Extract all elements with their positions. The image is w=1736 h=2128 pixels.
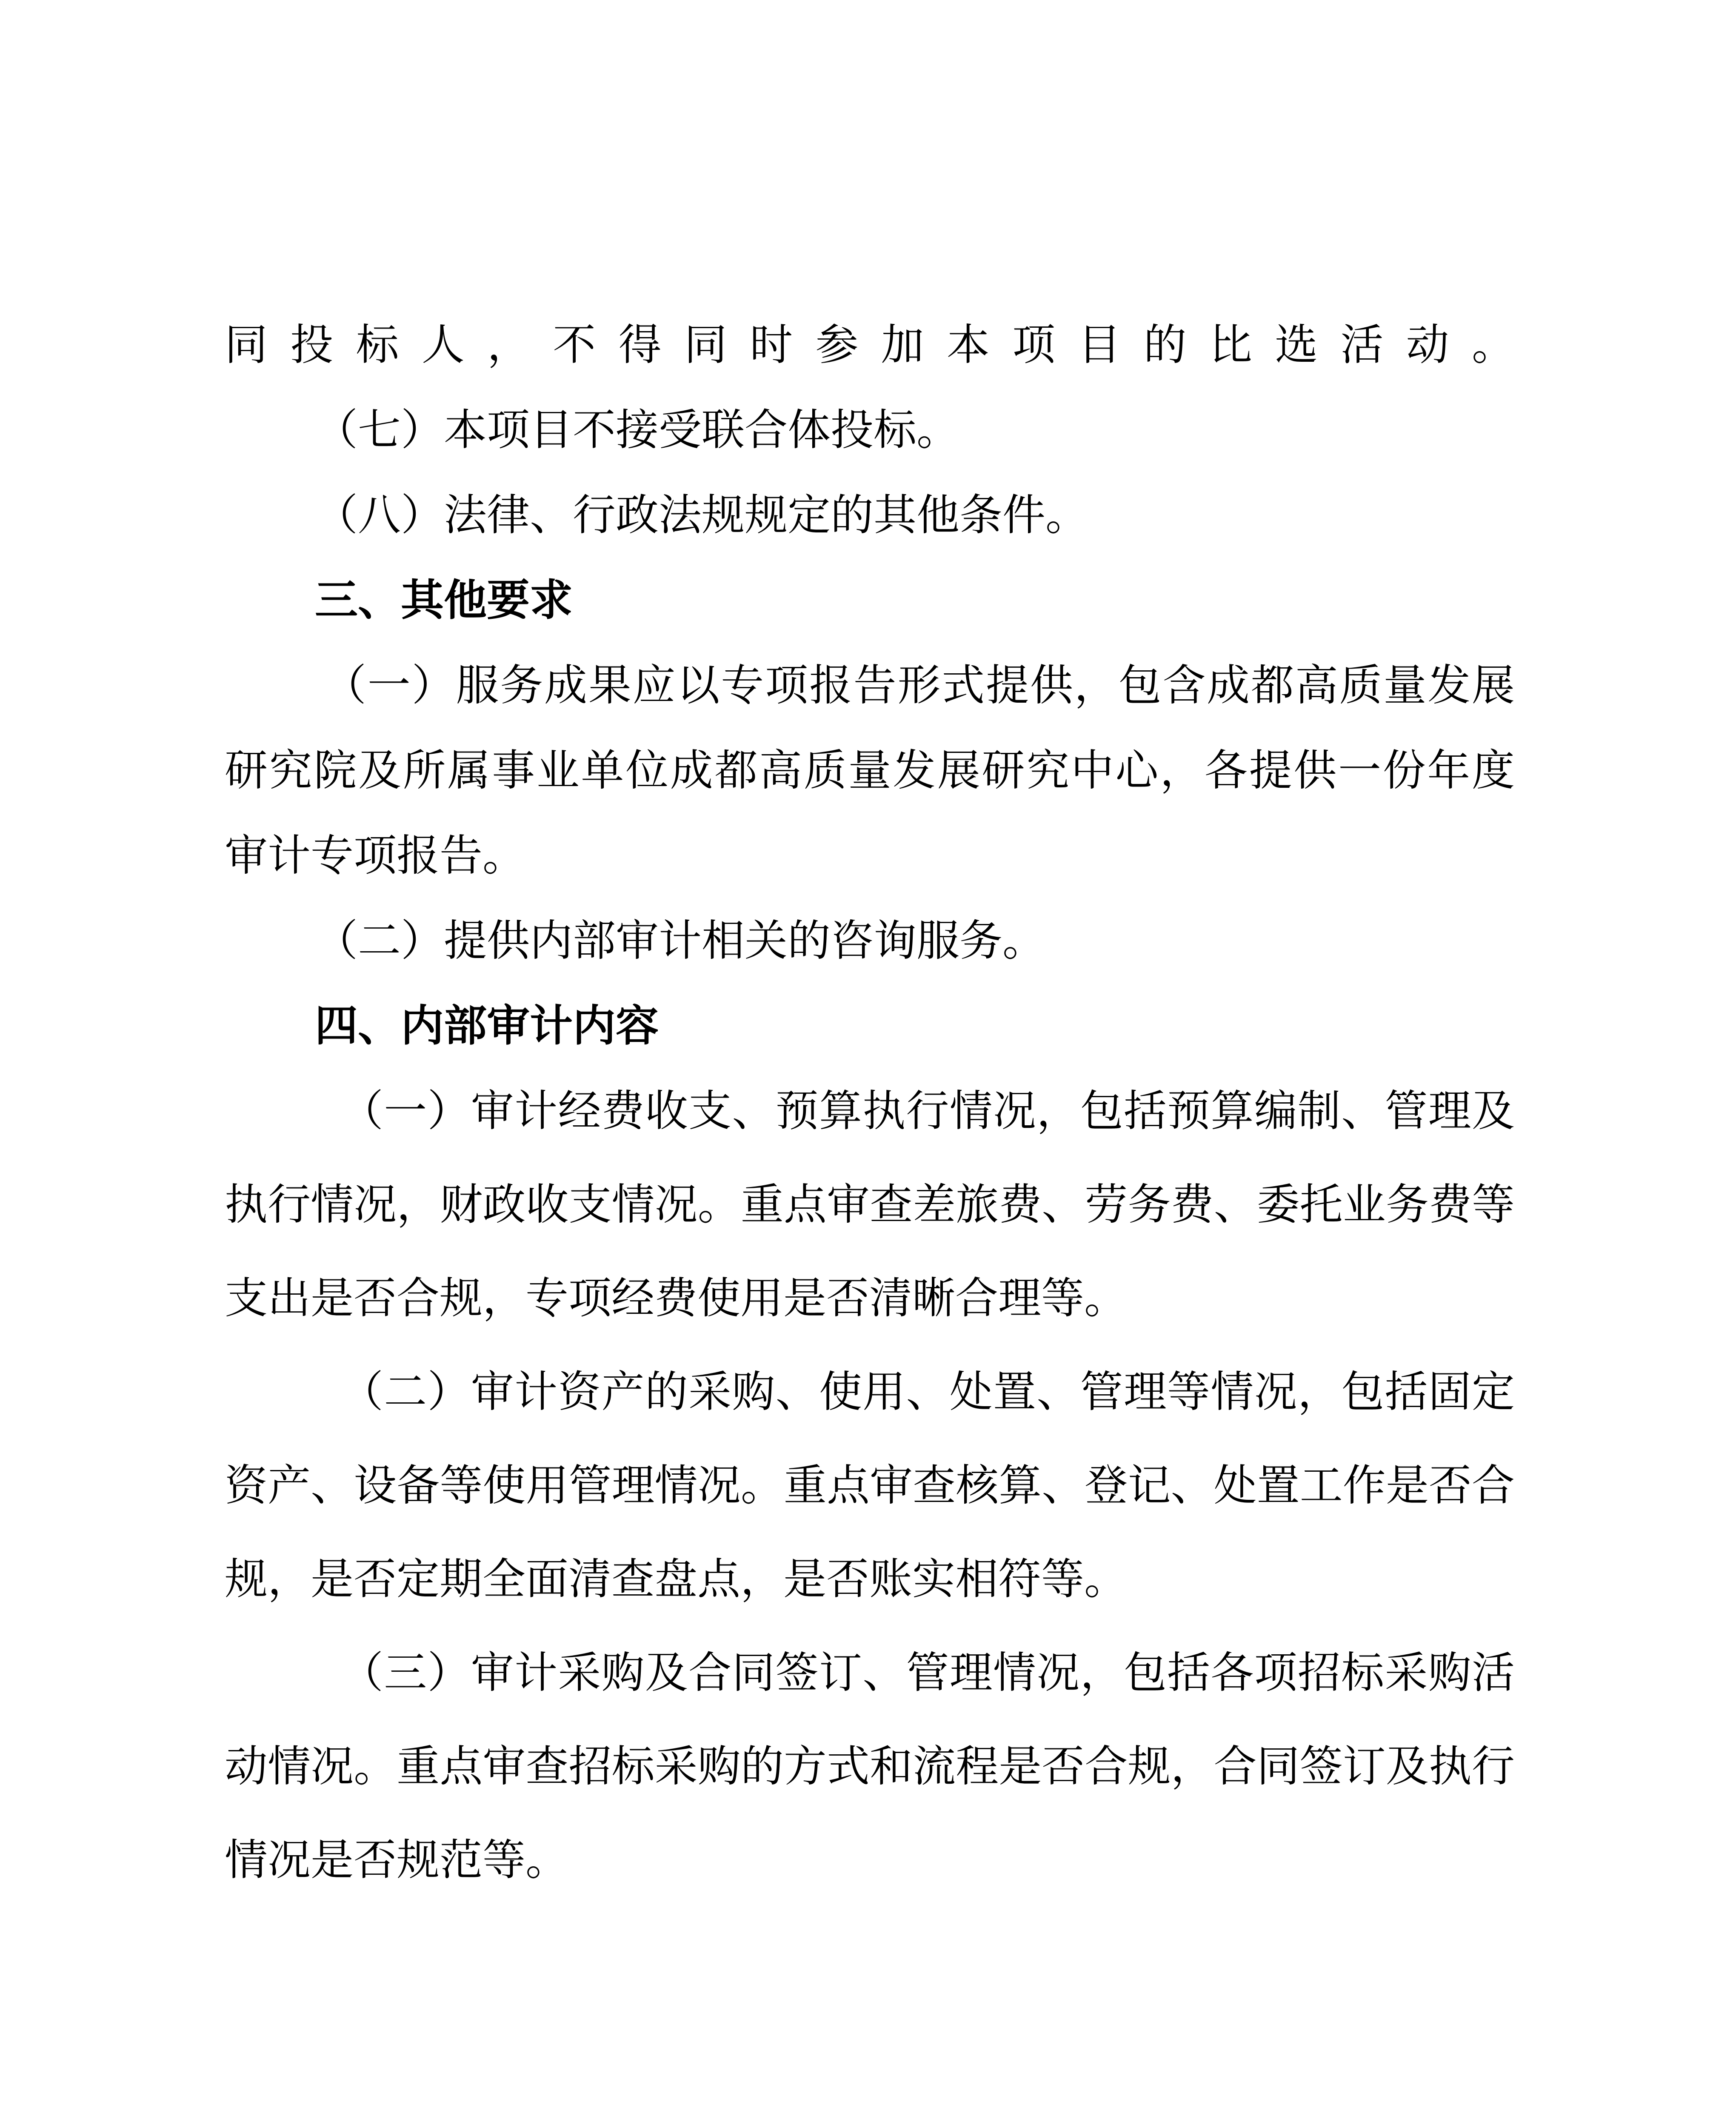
paragraph-4-1-line-3: 支出是否合规，专项经费使用是否清晰合理等。	[225, 1273, 1128, 1323]
paragraph-4-3-line-2: 动情况。重点审查招标采购的方式和流程是否合规，合同签订及执行	[225, 1741, 1515, 1791]
paragraph-4-3-line-3: 情况是否规范等。	[225, 1835, 569, 1885]
paragraph-3-1-line-1: （一）服务成果应以专项报告形式提供，包含成都高质量发展	[323, 660, 1515, 710]
paragraph-4-1-line-2: 执行情况，财政收支情况。重点审查差旅费、劳务费、委托业务费等	[225, 1179, 1515, 1230]
paragraph-4-2-line-2: 资产、设备等使用管理情况。重点审查核算、登记、处置工作是否合	[225, 1460, 1515, 1510]
paragraph-3-1-line-3: 审计专项报告。	[225, 830, 526, 881]
paragraph-continuation-line-1: 同投标人，不得同时参加本项目的比选活动。	[225, 320, 1515, 370]
paragraph-item-7: （七）本项目不接受联合体投标。	[315, 405, 960, 455]
paragraph-item-8: （八）法律、行政法规规定的其他条件。	[315, 490, 1089, 540]
section-heading-4: 四、内部审计内容	[315, 1001, 659, 1051]
paragraph-4-3-line-1: （三）审计采购及合同签订、管理情况，包括各项招标采购活	[340, 1647, 1515, 1698]
paragraph-4-1-line-1: （一）审计经费收支、预算执行情况，包括预算编制、管理及	[340, 1086, 1515, 1136]
section-heading-3: 三、其他要求	[315, 575, 573, 625]
paragraph-3-2: （二）提供内部审计相关的咨询服务。	[315, 915, 1046, 966]
paragraph-3-1-line-2: 研究院及所属事业单位成都高质量发展研究中心，各提供一份年度	[225, 745, 1515, 795]
paragraph-4-2-line-3: 规，是否定期全面清查盘点，是否账实相符等。	[225, 1554, 1128, 1604]
paragraph-4-2-line-1: （二）审计资产的采购、使用、处置、管理等情况，包括固定	[340, 1367, 1515, 1417]
